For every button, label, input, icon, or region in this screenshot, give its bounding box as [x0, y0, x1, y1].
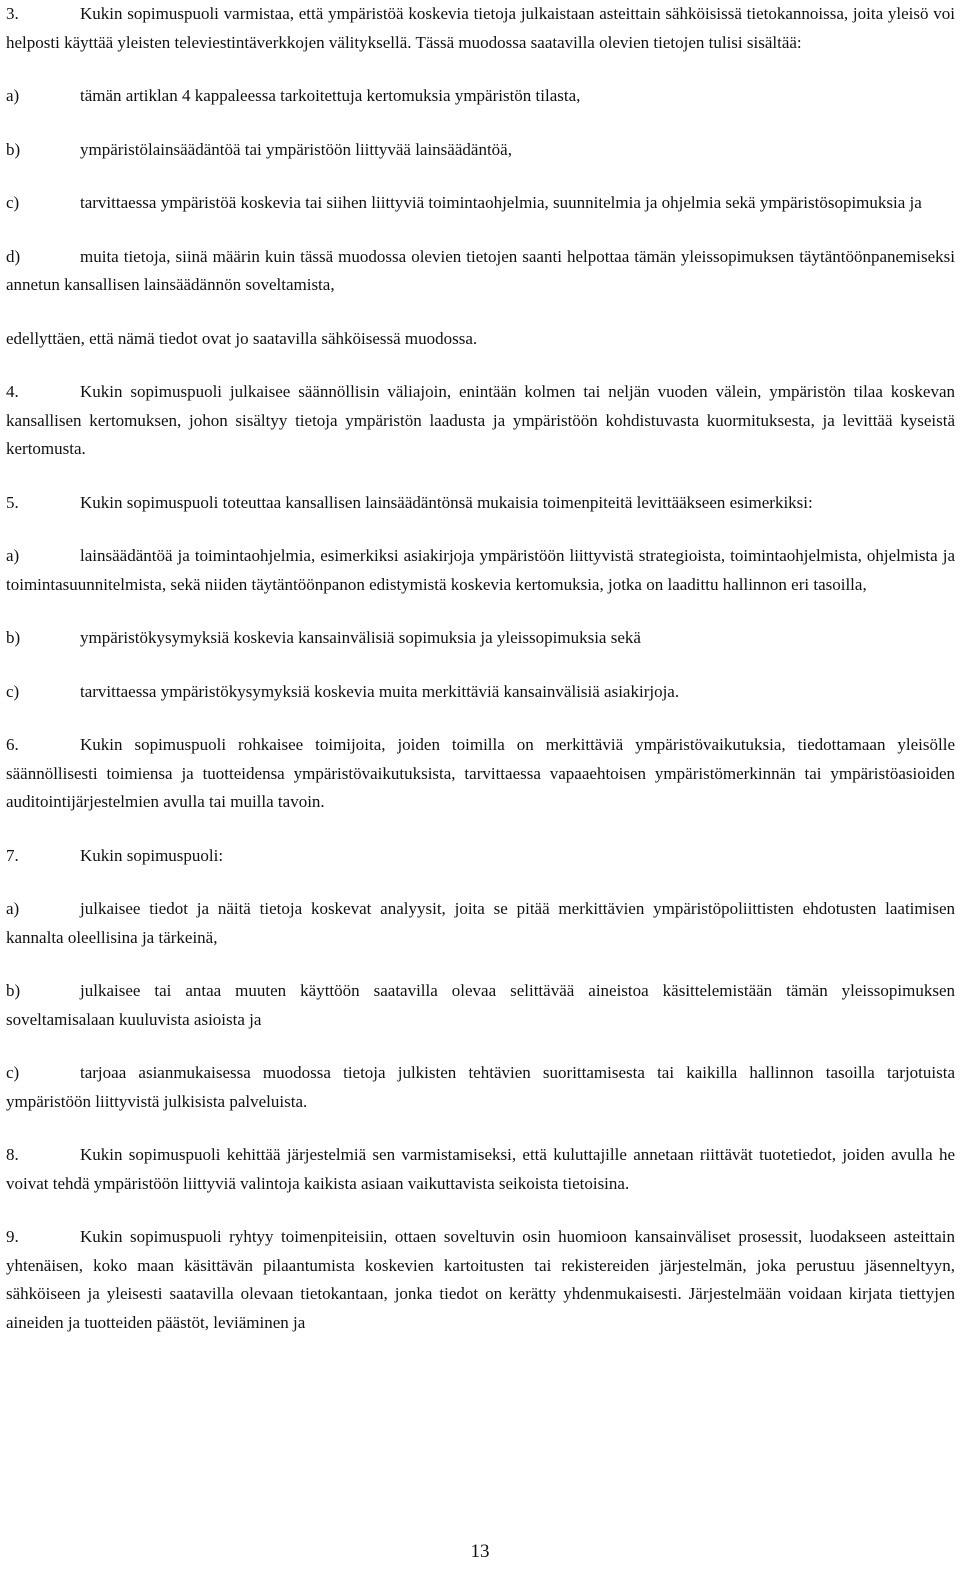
item-text: tämän artiklan 4 kappaleessa tarkoitettuja kertomuksia ympäristön tilasta,	[80, 86, 581, 105]
item-text: ympäristölainsäädäntöä tai ympäristöön liittyvää lainsäädäntöä,	[80, 139, 512, 159]
paragraph-text: Kukin sopimuspuoli varmistaa, että ympäristöä koskevia tietoja julkaistaan asteittain sähköisissä tietokannoissa, joita yleisö voi helposti käyttää yleisten televiestintäverkkojen välityksellä. Tässä muodossa saatavilla olevien tietojen tulisi sisältää:	[6, 4, 955, 52]
item-label: c)	[6, 1063, 20, 1082]
list-item-7c	[6, 1059, 955, 1116]
list-item-5c	[6, 678, 955, 707]
item-label: a)	[6, 86, 20, 105]
paragraph-number: 3.	[6, 4, 19, 23]
item-label: c)	[6, 193, 20, 212]
item-text: muita tietoja, siinä määrin kuin tässä muodossa olevien tietojen saanti helpottaa tämän yleissopimuksen täytäntöönpanemiseksi annetun kansallisen lainsäädännön soveltamista,	[6, 246, 955, 294]
list-item-5b	[6, 624, 955, 653]
paragraph-6	[6, 731, 955, 817]
paragraph-8	[6, 1141, 955, 1198]
paragraph-4	[6, 378, 955, 464]
item-text: tarjoaa asianmukaisessa muodossa tietoja julkisten tehtävien suorittamisesta tai kaikilla hallinnon tasoilla tarjotuista ympäristöön liittyvistä julkisista palveluista.	[6, 1063, 955, 1111]
paragraph-text: Kukin sopimuspuoli toteuttaa kansallisen lainsäädäntönsä mukaisia toimenpiteitä levittääkseen esimerkiksi:	[80, 492, 813, 512]
item-text: tarvittaessa ympäristöä koskevia tai siihen liittyviä toimintaohjelmia, suunnitelmia ja ohjelmia sekä ympäristösopimuksia ja	[80, 193, 922, 212]
paragraph-number: 7.	[6, 845, 19, 865]
list-item-5a	[6, 542, 955, 599]
item-label: b)	[6, 981, 21, 1000]
item-text: julkaisee tiedot ja näitä tietoja koskevat analyysit, joita se pitää merkittävien ympäristöpoliittisten ehdotusten laatimisen kannalta oleellisina ja tärkeinä,	[6, 899, 955, 947]
item-label: b)	[6, 628, 21, 647]
list-item-3a	[6, 82, 955, 111]
item-text: ympäristökysymyksiä koskevia kansainvälisiä sopimuksia ja yleissopimuksia sekä	[80, 628, 641, 647]
paragraph-5	[6, 489, 955, 518]
list-item-3b	[6, 136, 955, 165]
proviso-paragraph	[6, 325, 955, 354]
list-item-7b	[6, 977, 955, 1034]
paragraph-9	[6, 1223, 955, 1337]
paragraph-number: 5.	[6, 492, 19, 512]
paragraph-number: 8.	[6, 1145, 19, 1164]
list-item-3d	[6, 243, 955, 300]
page-number: 13	[470, 1541, 490, 1562]
list-item-3c	[6, 189, 955, 218]
item-label: b)	[6, 139, 21, 159]
item-label: d)	[6, 246, 21, 266]
paragraph-text: Kukin sopimuspuoli:	[80, 845, 224, 865]
document-page	[6, 0, 955, 1337]
list-item-7a	[6, 895, 955, 952]
paragraph-number: 4.	[6, 382, 19, 401]
paragraph-text: Kukin sopimuspuoli julkaisee säännöllisin väliajoin, enintään kolmen tai neljän vuoden välein, ympäristön tilaa koskevan kansallisen kertomuksen, johon sisältyy tietoja ympäristön laadusta ja ympäristöön kohdistuvasta kuormituksesta, ja levittää kyseistä kertomusta.	[6, 382, 955, 458]
paragraph-text: edellyttäen, että nämä tiedot ovat jo saatavilla sähköisessä muodossa.	[6, 328, 478, 348]
item-label: a)	[6, 546, 20, 565]
item-label: a)	[6, 899, 20, 918]
paragraph-7	[6, 842, 955, 871]
paragraph-number: 9.	[6, 1227, 19, 1246]
item-text: julkaisee tai antaa muuten käyttöön saatavilla olevaa selittävää aineistoa käsittelemistään tämän yleissopimuksen soveltamisalaan kuuluvista asioista ja	[6, 981, 955, 1029]
paragraph-text: Kukin sopimuspuoli ryhtyy toimenpiteisiin, ottaen soveltuvin osin huomioon kansainväliset prosessit, luodakseen asteittain yhtenäisen, koko maan käsittävän pilaantumista koskevien kartoitusten tai rekistereiden järjestelmän, joka perustuu jäsenneltyyn, sähköiseen ja yleisesti saatavilla olevaan tietokantaan, jonka tiedot on kerätty yhdenmukaisesti. Järjestelmään voidaan kirjata tiettyjen aineiden ja tuotteiden päästöt, leviäminen ja	[6, 1227, 955, 1332]
item-text: lainsäädäntöä ja toimintaohjelmia, esimerkiksi asiakirjoja ympäristöön liittyvistä strategioista, toimintaohjelmista, ohjelmista ja toimintasuunnitelmista, sekä niiden täytäntöönpanon edistymistä koskevia kertomuksia, jotka on laadittu hallinnon eri tasoilla,	[6, 546, 955, 594]
paragraph-3	[6, 0, 955, 57]
paragraph-text: Kukin sopimuspuoli kehittää järjestelmiä sen varmistamiseksi, että kuluttajille annetaan riittävät tuotetiedot, joiden avulla he voivat tehdä ympäristöön liittyviä valintoja kaikista asiaan vaikuttavista seikoista tietoisina.	[6, 1145, 955, 1193]
item-text: tarvittaessa ympäristökysymyksiä koskevia muita merkittäviä kansainvälisiä asiakirjoja.	[80, 681, 680, 701]
item-label: c)	[6, 681, 20, 701]
paragraph-number: 6.	[6, 735, 19, 754]
paragraph-text: Kukin sopimuspuoli rohkaisee toimijoita, joiden toimilla on merkittäviä ympäristövaikutuksia, tiedottamaan yleisölle säännöllisesti toimiensa ja tuotteidensa ympäristövaikutuksista, tarvittaessa vapaaehtoisen ympäristömerkinnän tai ympäristöasioiden auditointijärjestelmien avulla tai muilla tavoin.	[6, 735, 955, 811]
